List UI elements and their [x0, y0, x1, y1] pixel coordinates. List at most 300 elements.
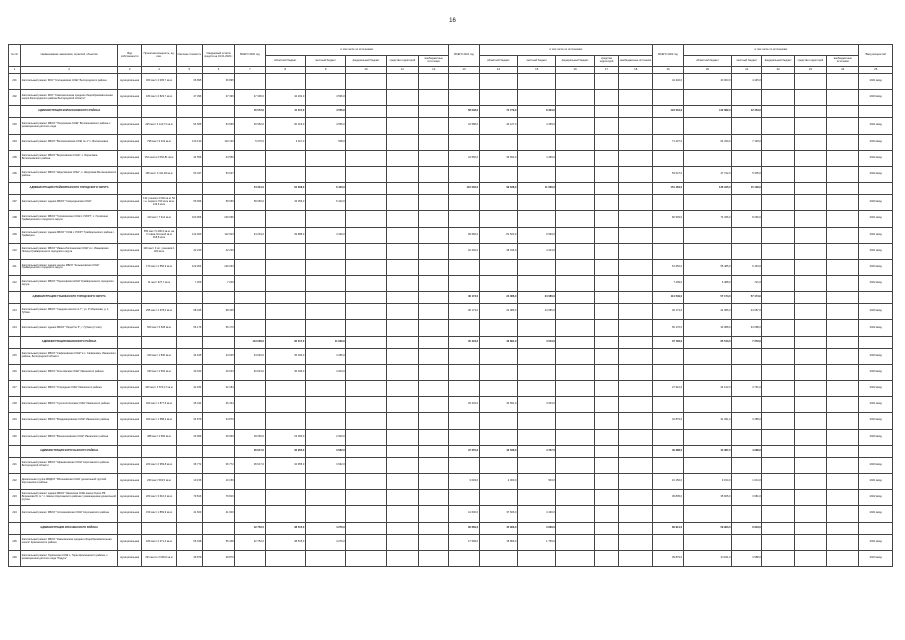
row-cell: 74 336,0 — [683, 211, 731, 227]
row-cell: 15 139,0 — [732, 183, 762, 195]
row-cell: 205 — [9, 150, 21, 166]
row-cell: 39 879 — [202, 550, 234, 566]
row-name-cell: Капитальный ремонт МБОУ "Владимировская СОШ" Ивнянского района — [21, 413, 118, 429]
row-cell: 112 082,0 — [683, 106, 731, 118]
row-cell: 150 мест 1 869,9 кв.м — [142, 506, 176, 522]
row-cell — [827, 457, 859, 473]
row-cell — [305, 304, 345, 320]
row-cell: 64 008,0 — [265, 183, 305, 195]
row-cell — [386, 166, 418, 182]
row-cell — [479, 364, 517, 380]
row-cell: 79 816 — [202, 490, 234, 506]
row-cell: 44 556 — [202, 150, 234, 166]
row-cell: 4 465,0 — [305, 348, 345, 364]
row-cell: 90 017,0 — [265, 336, 305, 348]
row-cell: 12 453,0 — [732, 106, 762, 118]
table-row — [9, 134, 893, 150]
row-cell: 24 122,0 — [683, 381, 731, 397]
row-cell — [594, 304, 618, 320]
row-cell — [386, 74, 418, 90]
row-cell — [556, 150, 594, 166]
row-cell: 500 мест 5 528 кв.м — [142, 320, 176, 336]
table-row — [9, 243, 893, 259]
table-row — [9, 166, 893, 182]
row-cell — [346, 429, 386, 445]
row-cell — [619, 90, 653, 106]
row-cell — [653, 150, 683, 166]
row-cell — [235, 320, 265, 336]
row-cell — [859, 292, 893, 304]
row-cell — [683, 429, 731, 445]
row-cell — [235, 243, 265, 259]
column-number: 1 — [9, 67, 21, 74]
row-name-cell: Капитальный ремонт здания МБОУ "Лицей № 5", г. Губкин (2 этап) — [21, 320, 118, 336]
row-cell: 64 330,0 — [683, 134, 731, 150]
row-cell: 39 805,0 — [653, 490, 683, 506]
row-cell — [518, 320, 556, 336]
row-cell — [449, 348, 479, 364]
row-cell — [305, 413, 345, 429]
row-cell: 2021 ввод — [859, 118, 893, 134]
column-number: 17 — [594, 67, 618, 74]
row-cell: 36 669,0 — [449, 522, 479, 534]
row-cell — [346, 74, 386, 90]
row-cell: 24 086,0 — [683, 304, 731, 320]
row-cell: муниципальная — [118, 150, 142, 166]
row-cell — [386, 276, 418, 292]
column-number: 11 — [386, 67, 418, 74]
column-number: 15 — [518, 67, 556, 74]
row-cell — [794, 259, 826, 275]
row-cell: 31 391,0 — [683, 413, 731, 429]
row-cell — [386, 90, 418, 106]
row-cell: 2022 ввод — [859, 150, 893, 166]
row-cell: 216 — [9, 364, 21, 380]
row-cell: 209 — [9, 227, 21, 243]
row-cell — [386, 534, 418, 550]
row-cell: 42 184 — [202, 381, 234, 397]
row-cell — [594, 227, 618, 243]
row-cell: 27 912,0 — [653, 381, 683, 397]
row-cell — [762, 534, 794, 550]
row-cell: 320 мест 2 872,17 кв.м — [142, 381, 176, 397]
row-cell — [386, 134, 418, 150]
row-cell: 32 955,0 — [265, 445, 305, 457]
row-cell: 320 мест 1 877,5 кв.м — [142, 397, 176, 413]
row-cell: 211 — [9, 259, 21, 275]
row-cell: 207 — [9, 195, 21, 211]
row-cell: муниципальная — [118, 364, 142, 380]
row-cell — [419, 550, 449, 566]
row-cell — [449, 429, 479, 445]
row-cell — [346, 134, 386, 150]
row-cell — [827, 413, 859, 429]
row-cell: 34 879 — [176, 413, 202, 429]
row-cell — [346, 106, 386, 118]
row-cell — [265, 74, 305, 90]
row-cell: 3 662,0 — [305, 457, 345, 473]
row-cell: 42 536,0 — [479, 445, 517, 457]
row-cell: 100 066 — [176, 211, 202, 227]
row-cell — [305, 166, 345, 182]
row-cell — [419, 506, 449, 522]
row-cell: 3 017,0 — [265, 134, 305, 150]
row-cell — [594, 381, 618, 397]
row-cell — [386, 304, 418, 320]
row-cell — [794, 429, 826, 445]
row-cell: 99 638,0 — [479, 183, 517, 195]
row-cell — [142, 106, 176, 118]
row-cell: 2022 ввод — [859, 490, 893, 506]
row-cell: 4 459,0 — [518, 118, 556, 134]
row-name-cell: АДМИНИСТРАЦИЯ ГРАЙВОРОНСКОГО ГОРОДСКОГО ОКРУГА — [21, 183, 118, 195]
column-number: 9 — [305, 67, 345, 74]
row-cell: 798 мест 9 419 кв.м — [142, 134, 176, 150]
section-row — [9, 522, 893, 534]
row-cell: 208 — [9, 211, 21, 227]
row-cell: 47 396 — [176, 90, 202, 106]
row-cell: 35 825,0 — [683, 490, 731, 506]
row-cell — [794, 381, 826, 397]
column-number-row — [9, 67, 893, 74]
row-cell: 44 291,0 — [235, 227, 265, 243]
column-number: 10 — [346, 67, 386, 74]
row-cell: 2020 ввод — [859, 429, 893, 445]
row-cell: 2 000,0 — [479, 473, 517, 489]
row-cell — [762, 506, 794, 522]
header-source-federal-2021: федеральный бюджет — [556, 56, 594, 67]
column-number: 20 — [683, 67, 731, 74]
row-cell — [265, 243, 305, 259]
row-cell: 71 437,0 — [653, 134, 683, 150]
row-cell — [762, 211, 794, 227]
row-cell: 180 мест 2 823,7 кв.м — [142, 90, 176, 106]
row-name-cell: Капитальный ремонт МБОУ "Кочетовская СОШ" Ивнянского района — [21, 364, 118, 380]
row-cell: 36 617,0 — [235, 457, 265, 473]
row-cell — [235, 166, 265, 182]
row-cell: 15 866,0 — [479, 534, 517, 550]
row-cell — [265, 490, 305, 506]
row-cell: 410 мест 7 614 кв.м — [142, 211, 176, 227]
row-cell — [305, 381, 345, 397]
row-cell — [619, 445, 653, 457]
row-cell — [176, 445, 202, 457]
row-cell: 2021 ввод — [859, 397, 893, 413]
row-cell — [794, 348, 826, 364]
row-cell: муниципальная — [118, 490, 142, 506]
column-number: 3 — [118, 67, 142, 74]
row-cell — [346, 166, 386, 182]
row-cell — [762, 397, 794, 413]
row-cell: 36 772 — [176, 457, 202, 473]
row-cell — [827, 445, 859, 457]
row-cell — [827, 397, 859, 413]
row-cell: 180 мест 2 471,4 кв.м — [142, 534, 176, 550]
row-cell — [235, 259, 265, 275]
row-cell — [265, 150, 305, 166]
row-cell — [386, 473, 418, 489]
row-cell — [479, 74, 517, 90]
row-cell — [305, 506, 345, 522]
row-cell: 39 879,0 — [653, 550, 683, 566]
row-cell — [653, 429, 683, 445]
row-cell — [594, 336, 618, 348]
row-cell — [794, 183, 826, 195]
row-cell: 2020 ввод — [859, 348, 893, 364]
row-cell: 212 — [9, 276, 21, 292]
row-cell — [619, 473, 653, 489]
row-cell — [235, 74, 265, 90]
row-cell — [683, 243, 731, 259]
row-cell — [762, 550, 794, 566]
row-cell — [386, 506, 418, 522]
row-cell: 1 759,0 — [518, 534, 556, 550]
row-cell — [762, 259, 794, 275]
row-cell: 10 156 — [202, 473, 234, 489]
row-cell — [594, 183, 618, 195]
section-row — [9, 292, 893, 304]
row-cell: 41 600 — [176, 506, 202, 522]
row-cell: 17 599,0 — [449, 534, 479, 550]
row-cell — [683, 195, 731, 211]
row-cell — [386, 364, 418, 380]
row-cell: 48 173,0 — [449, 292, 479, 304]
row-cell: 29 066,0 — [235, 429, 265, 445]
header-col-estimate: Сметная стоимость — [176, 45, 202, 67]
row-cell — [827, 74, 859, 90]
row-cell — [142, 292, 176, 304]
row-cell — [518, 457, 556, 473]
row-cell: 508,0 — [305, 134, 345, 150]
row-cell — [386, 195, 418, 211]
row-cell — [794, 134, 826, 150]
row-cell — [556, 211, 594, 227]
row-cell — [419, 397, 449, 413]
column-number: 22 — [762, 67, 794, 74]
row-cell — [386, 292, 418, 304]
section-row — [9, 336, 893, 348]
row-cell — [827, 550, 859, 566]
row-cell — [762, 320, 794, 336]
investment-table — [8, 44, 893, 567]
row-cell — [556, 243, 594, 259]
row-cell — [619, 381, 653, 397]
row-cell: 40 043 — [176, 364, 202, 380]
row-name-cell: Капитальный ремонт МБОУ "Алгазиновская СОШ" Корочанского района — [21, 506, 118, 522]
table-row — [9, 195, 893, 211]
row-cell — [827, 134, 859, 150]
row-cell — [518, 348, 556, 364]
table-row — [9, 550, 893, 566]
row-cell — [449, 74, 479, 90]
row-cell — [265, 550, 305, 566]
row-cell — [305, 490, 345, 506]
row-cell — [449, 259, 479, 275]
row-cell — [556, 397, 594, 413]
row-cell: 300 мест 4 005,7 кв.м — [142, 74, 176, 90]
header-source-regional-2022: областной бюджет — [683, 56, 731, 67]
row-cell: 59 066 — [176, 195, 202, 211]
row-name-cell: Капитальный ремонт МБОУ "Пороховская НОШ" Грайворонского городского округа — [21, 276, 118, 292]
row-cell — [346, 457, 386, 473]
table-row — [9, 506, 893, 522]
row-cell: 47 742,0 — [683, 166, 731, 182]
row-cell: 112 923 — [202, 227, 234, 243]
row-cell — [419, 74, 449, 90]
row-cell — [619, 457, 653, 473]
row-cell — [419, 364, 449, 380]
row-cell: 140 мест 3 шт. учеников 1 920 кв.м — [142, 243, 176, 259]
row-cell — [794, 243, 826, 259]
row-cell: 53 047 — [176, 166, 202, 182]
row-cell: 44 645,0 — [235, 348, 265, 364]
row-name-cell: Капитальный ремонт здания МБОУ "СОШ с УИОП" Грайворонского района г. Грайворон — [21, 227, 118, 243]
row-cell — [235, 292, 265, 304]
row-cell — [594, 473, 618, 489]
row-cell: 29 066 — [202, 429, 234, 445]
row-cell — [594, 74, 618, 90]
row-cell: 61 652,0 — [653, 259, 683, 275]
row-cell: 44 440,0 — [653, 74, 683, 90]
row-cell — [619, 150, 653, 166]
row-cell — [762, 445, 794, 457]
row-cell — [449, 211, 479, 227]
row-cell — [265, 320, 305, 336]
section-row — [9, 106, 893, 118]
table-row — [9, 90, 893, 106]
table-row — [9, 397, 893, 413]
row-cell — [794, 106, 826, 118]
row-cell — [653, 195, 683, 211]
row-cell — [762, 74, 794, 90]
row-cell — [479, 429, 517, 445]
row-cell — [449, 364, 479, 380]
table-header — [9, 45, 893, 74]
row-cell — [556, 490, 594, 506]
row-cell: 34 879 — [202, 413, 234, 429]
row-cell — [9, 106, 21, 118]
row-cell — [827, 506, 859, 522]
table-body — [9, 74, 893, 567]
row-cell — [794, 522, 826, 534]
row-cell — [556, 445, 594, 457]
row-cell — [594, 134, 618, 150]
row-cell: муниципальная — [118, 276, 142, 292]
row-cell — [594, 534, 618, 550]
row-cell — [118, 336, 142, 348]
row-cell: 2022 ввод — [859, 320, 893, 336]
row-cell — [794, 457, 826, 473]
row-cell — [346, 348, 386, 364]
row-cell: муниципальная — [118, 90, 142, 106]
row-cell: 74 779,0 — [479, 106, 517, 118]
row-cell — [419, 243, 449, 259]
row-cell — [827, 118, 859, 134]
row-cell — [9, 183, 21, 195]
row-cell — [556, 106, 594, 118]
row-cell — [518, 429, 556, 445]
row-cell: 218 — [9, 397, 21, 413]
row-cell — [556, 90, 594, 106]
row-cell — [419, 227, 449, 243]
row-cell: 42 240 — [176, 243, 202, 259]
row-cell — [305, 473, 345, 489]
row-cell — [683, 397, 731, 413]
row-cell: 54 565 — [202, 118, 234, 134]
row-cell — [762, 292, 794, 304]
row-cell — [683, 534, 731, 550]
row-cell: 4 429,0 — [305, 227, 345, 243]
row-cell: 4 004,0 — [305, 364, 345, 380]
row-cell: 3 981,0 — [732, 490, 762, 506]
row-cell — [202, 183, 234, 195]
row-cell: 165 мест 3 411,28 кв.м — [142, 166, 176, 182]
row-cell — [827, 292, 859, 304]
row-cell — [419, 473, 449, 489]
row-cell: 40 127,0 — [479, 118, 517, 134]
row-cell: муниципальная — [118, 74, 142, 90]
row-cell: 320 мест 1 830 кв.м — [142, 348, 176, 364]
row-cell — [827, 183, 859, 195]
row-cell: 7 209 — [202, 276, 234, 292]
row-cell: 44 556,0 — [449, 150, 479, 166]
row-cell — [619, 490, 653, 506]
row-cell: 2022 ввод — [859, 276, 893, 292]
row-cell — [556, 506, 594, 522]
row-cell — [386, 490, 418, 506]
row-name-cell: Капитальный ремонт МБОУ "Афанасовская СОШ" Корочанского района Белгородской области — [21, 457, 118, 473]
row-cell — [386, 118, 418, 134]
row-cell — [762, 429, 794, 445]
column-number: 19 — [653, 67, 683, 74]
row-cell — [827, 336, 859, 348]
header-source-regional-2021: областной бюджет — [479, 56, 517, 67]
row-cell — [794, 445, 826, 457]
row-cell: 4 556,0 — [305, 118, 345, 134]
row-cell: 54 331,0 — [235, 183, 265, 195]
row-cell: муниципальная — [118, 118, 142, 134]
table-row — [9, 364, 893, 380]
row-cell: 2023 ввод — [859, 259, 893, 275]
table-row — [9, 320, 893, 336]
row-cell — [619, 413, 653, 429]
row-cell: 721,0 — [732, 276, 762, 292]
header-sources-2020: в том числе по источникам: — [265, 45, 449, 56]
row-name-cell: Капитальный ремонт МБОУ "Волоконовская СОШ № 1" п. Волоконовка — [21, 134, 118, 150]
row-name-cell: Капитальный ремонт здания школы МБОУ "Козынковская СОШ" Грайворонского городского округа — [21, 259, 118, 275]
row-cell — [386, 336, 418, 348]
row-cell — [683, 118, 731, 134]
row-cell: 36 039,0 — [265, 364, 305, 380]
table-row — [9, 276, 893, 292]
row-cell — [762, 227, 794, 243]
row-cell — [619, 118, 653, 134]
row-cell — [235, 381, 265, 397]
table-row — [9, 473, 893, 489]
row-cell — [386, 445, 418, 457]
row-cell — [235, 473, 265, 489]
row-cell — [619, 397, 653, 413]
row-cell — [419, 90, 449, 106]
row-cell — [386, 381, 418, 397]
row-cell — [518, 166, 556, 182]
row-cell: 2024 ввод — [859, 134, 893, 150]
column-number: 21 — [732, 67, 762, 74]
row-cell — [346, 473, 386, 489]
row-cell — [594, 259, 618, 275]
row-cell — [594, 276, 618, 292]
row-cell — [827, 534, 859, 550]
